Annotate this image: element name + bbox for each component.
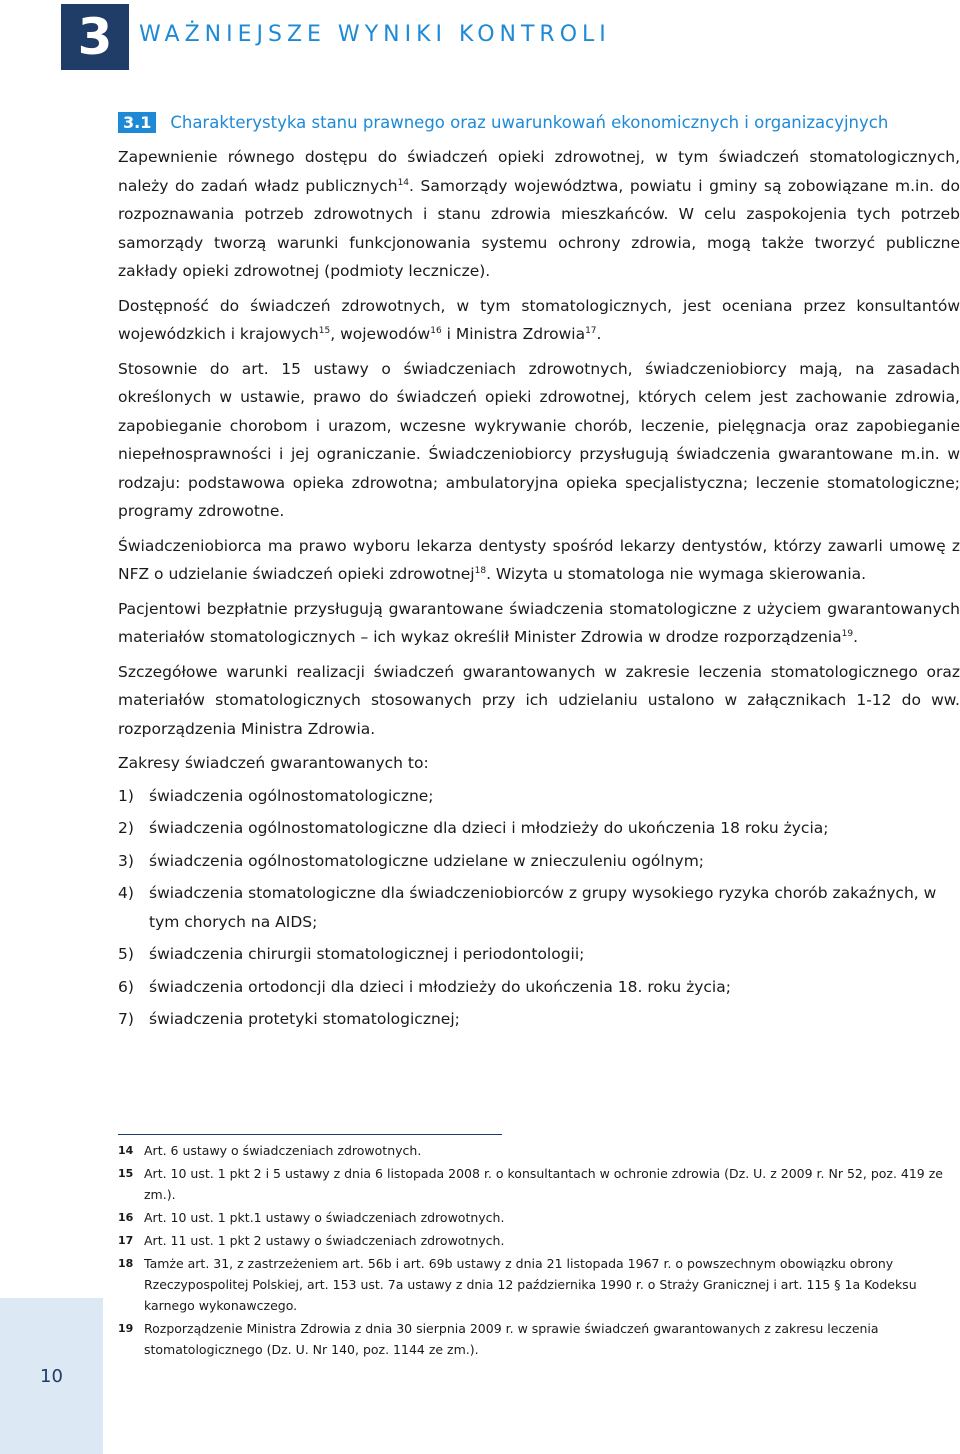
footnote-ref[interactable]: 17 — [585, 325, 597, 336]
footnote: 15 Art. 10 ust. 1 pkt 2 i 5 ustawy z dnia 6 listopada 2008 r. o konsultantach w ochronie zdrowia (Dz. U. z 2009 r. Nr 52, poz. 419 ze zm.). — [118, 1166, 943, 1202]
section-title: Charakterystyka stanu prawnego oraz uwarunkowań ekonomicznych i organizacyjnych — [170, 112, 889, 132]
chapter-title: WAŻNIEJSZE WYNIKI KONTROLI — [139, 22, 611, 47]
footnotes — [118, 1140, 960, 1362]
list-item: 7) świadczenia protetyki stomatologicznej; — [118, 1010, 460, 1028]
paragraph: Pacjentowi bezpłatnie przysługują gwarantowane świadczenia stomatologiczne z użyciem gwarantowanych materiałów stomatologicznych – ich wykaz określił Minister Zdrowia w drodze rozporządzenia$^{19}$. — [118, 599, 960, 646]
footnote: 16 Art. 10 ust. 1 pkt.1 ustawy o świadczeniach zdrowotnych. — [118, 1210, 505, 1225]
chapter-number: 3 — [61, 4, 129, 70]
paragraph: Zapewnienie równego dostępu do świadczeń opieki zdrowotnej, w tym świadczeń stomatologicznych, należy do zadań władz publicznych$^{14}$. Samorządy województwa, powiatu i gminy są zobowiązane m.in. do rozpoznawania potrzeb zdrowotnych i stanu zdrowia mieszkańców. W celu zaspokojenia tych potrzeb samorządy tworzą warunki funkcjonowania systemu ochrony zdrowia, mogą także tworzyć publiczne zakłady opieki zdrowotnej (podmioty lecznicze). — [118, 148, 960, 280]
footnote: 17 Art. 11 ust. 1 pkt 2 ustawy o świadczeniach zdrowotnych. — [118, 1233, 505, 1248]
page-number: 10 — [0, 1298, 103, 1454]
paragraph: Świadczeniobiorca ma prawo wyboru lekarza dentysty spośród lekarzy dentystów, którzy zawarli umowę z NFZ o udzielanie świadczeń opieki zdrowotnej$^{18}$. Wizyta u stomatologa nie wymaga skierowania. — [118, 536, 960, 583]
list-item: 1) świadczenia ogólnostomatologiczne; — [118, 786, 434, 805]
footnote-divider — [118, 1134, 502, 1135]
footnote: 19 Rozporządzenie Ministra Zdrowia z dnia 30 sierpnia 2009 r. w sprawie świadczeń gwarantowanych z zakresu leczenia stomatologicznego (Dz. U. Nr 140, poz. 1144 ze zm.). — [118, 1321, 879, 1357]
footnote-ref[interactable]: 16 — [430, 325, 442, 336]
main-content — [118, 143, 960, 1038]
list-item: 5) świadczenia chirurgii stomatologicznej i periodontologii; — [118, 945, 585, 963]
list-item: 4) świadczenia stomatologiczne dla świadczeniobiorców z grupy wysokiego ryzyka chorób zakaźnych, w tym chorych na AIDS; — [118, 884, 937, 931]
footnote-ref[interactable]: 15 — [318, 325, 331, 336]
footnote-ref[interactable]: 14 — [397, 177, 410, 188]
paragraph: Stosownie do art. 15 ustawy o świadczeniach zdrowotnych, świadczeniobiorcy mają, na zasadach określonych w ustawie, prawo do świadczeń opieki zdrowotnej, których celem jest zachowanie zdrowia, zapobieganie chorobom i urazom, wczesne wykrywanie chorób, leczenie, pielęgnacja oraz zapobieganie niepełnosprawności i jej ograniczanie. Świadczeniobiorcy przysługują świadczenia gwarantowane m.in. w rodzaju: podstawowa opieka zdrowotna; ambulatoryjna opieka specjalistyczna; leczenie stomatologiczne; programy zdrowotne. — [118, 359, 960, 520]
footnote: 14 Art. 6 ustawy o świadczeniach zdrowotnych. — [118, 1143, 422, 1158]
footnote-ref[interactable]: 18 — [474, 565, 487, 576]
footnote: 18 Tamże art. 31, z zastrzeżeniem art. 56b i art. 69b ustawy z dnia 21 listopada 1967 r. o powszechnym obowiązku obrony Rzeczypospolitej Polskiej, art. 153 ust. 7a ustawy z dnia 12 października 1990 r. o Straży Granicznej i art. 115 § 1a Kodeksu karnego wykonawczego. — [118, 1256, 917, 1313]
list-item: 6) świadczenia ortodoncji dla dzieci i młodzieży do ukończenia 18. roku życia; — [118, 977, 731, 996]
paragraph: Dostępność do świadczeń zdrowotnych, w tym stomatologicznych, jest oceniana przez konsultantów wojewódzkich i krajowych$^{15}$, wojewodów$^{16}$ i Ministra Zdrowia$^{17}$. — [118, 296, 960, 343]
section-heading — [118, 110, 960, 134]
paragraph: Zakresy świadczeń gwarantowanych to: — [118, 754, 429, 772]
list-item: 3) świadczenia ogólnostomatologiczne udzielane w znieczuleniu ogólnym; — [118, 851, 705, 870]
services-list — [118, 782, 960, 1034]
paragraph: Szczegółowe warunki realizacji świadczeń gwarantowanych w zakresie leczenia stomatologicznego oraz materiałów stomatologicznych stosowanych przy ich udzielaniu ustalono w załącznikach 1-12 do ww. rozporządzenia Ministra Zdrowia. — [118, 662, 960, 738]
section-number: 3.1 — [118, 112, 156, 133]
list-item: 2) świadczenia ogólnostomatologiczne dla dzieci i młodzieży do ukończenia 18 roku życia; — [118, 819, 829, 837]
footnote-ref[interactable]: 19 — [841, 628, 854, 639]
